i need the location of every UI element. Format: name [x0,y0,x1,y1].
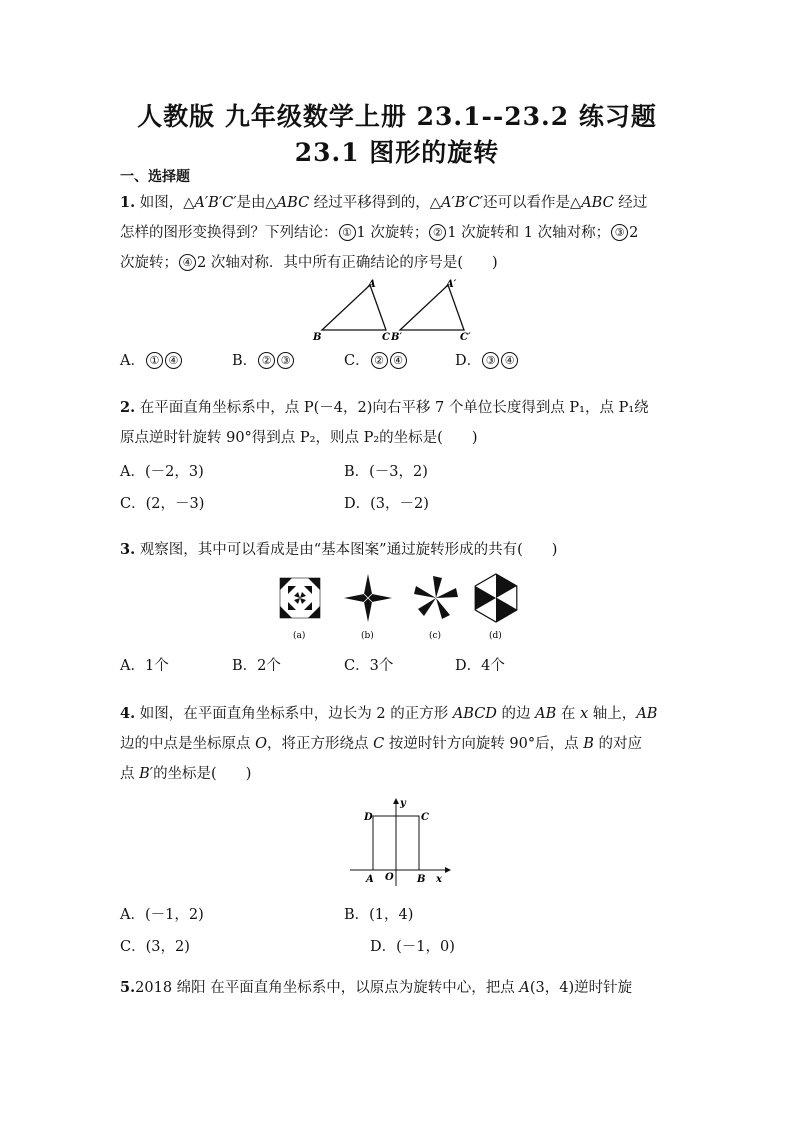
q3-option-a[interactable]: A．1个 [120,658,169,674]
label-O: O [385,872,394,883]
q4-option-c[interactable]: C．(3，2) [120,939,190,955]
label-A-prime: A′ [446,279,457,290]
question-2 [120,393,680,453]
question-5 [120,973,680,1003]
label-d: (d) [489,631,502,641]
q2-option-c[interactable]: C．(2，－3) [120,496,205,512]
pattern-a-icon [280,578,320,618]
pattern-c-icon [414,576,458,619]
question-1-figure [310,278,490,344]
label-y: y [400,798,406,809]
q1-option-c[interactable]: C． ② ④ [344,349,408,370]
label-C: C [382,332,390,343]
question-3-line-1: 3. 观察图，其中可以看成是由“基本图案”通过旋转形成的共有( ) [120,541,558,558]
question-2-line-2: 原点逆时针旋转 90°得到点 P₂，则点 P₂的坐标是( ) [120,430,478,446]
label-x: x [436,874,442,885]
section-heading: 一、选择题 [120,169,190,185]
label-A: A [366,874,374,885]
question-1 [120,188,680,278]
label-D: D [364,812,373,823]
question-1-line-1: 1. 如图，△A′B′C′是由△ABC 经过平移得到的，△A′B′C′还可以看作是△ABC 经过 [120,194,648,211]
q2-option-a[interactable]: A．(－2，3) [120,464,204,480]
label-C: C [421,812,429,823]
q3-option-d[interactable]: D．4个 [455,658,505,674]
q1-option-d[interactable]: D． ③ ④ [455,349,519,370]
label-B: B [417,874,426,885]
question-2-line-1: 2. 在平面直角坐标系中，点 P(－4，2)向右平移 7 个单位长度得到点 P₁，点 P₁绕 [120,399,649,416]
question-4-figure [345,796,455,890]
label-C-prime: C′ [460,332,471,343]
label-B-prime: B′ [391,332,403,343]
label-a: (a) [293,631,306,641]
page-subtitle: 23.1 图形的旋转 [294,138,500,167]
label-b: (b) [361,631,374,641]
q1-option-b[interactable]: B． ② ③ [232,349,295,370]
q3-option-c[interactable]: C．3个 [344,658,394,674]
question-4-line-2: 边的中点是坐标原点 O，将正方形绕点 C 按逆时针方向旋转 90°后，点 B 的对应 [120,736,643,752]
pattern-d-icon [475,574,517,622]
page-title: 人教版 九年级数学上册 23.1--23.2 练习题 [137,102,657,131]
q1-option-a[interactable]: A． ① ④ [120,349,183,370]
question-1-line-2: 怎样的图形变换得到？下列结论： ① 1 次旋转； ② 1 次旋转和 1 次轴对称； ③ 2 [120,225,639,241]
question-3-figure [270,572,532,644]
pattern-b-icon [344,574,392,622]
question-5-line-1: 5.2018 绵阳 在平面直角坐标系中，以原点为旋转中心，把点 A(3，4)逆时针旋 [120,979,633,996]
question-3 [120,535,680,565]
q4-option-b[interactable]: B．(1，4) [344,907,414,923]
label-c: (c) [429,631,442,641]
q2-option-b[interactable]: B．(－3，2) [344,464,428,480]
label-A: A [368,279,376,290]
label-B: B [313,332,322,343]
question-4-line-3: 点 B′的坐标是( ) [120,766,252,782]
q4-option-a[interactable]: A．(－1，2) [120,907,204,923]
question-4 [120,699,680,789]
q3-option-b[interactable]: B．2个 [232,658,281,674]
q4-option-d[interactable]: D．(－1，0) [370,939,455,955]
q2-option-d[interactable]: D．(3，－2) [344,496,429,512]
question-1-line-3: 次旋转； ④ 2 次轴对称．其中所有正确结论的序号是( ) [120,255,498,271]
question-4-line-1: 4. 如图，在平面直角坐标系中，边长为 2 的正方形 ABCD 的边 AB 在 x 轴上，AB [120,705,658,722]
